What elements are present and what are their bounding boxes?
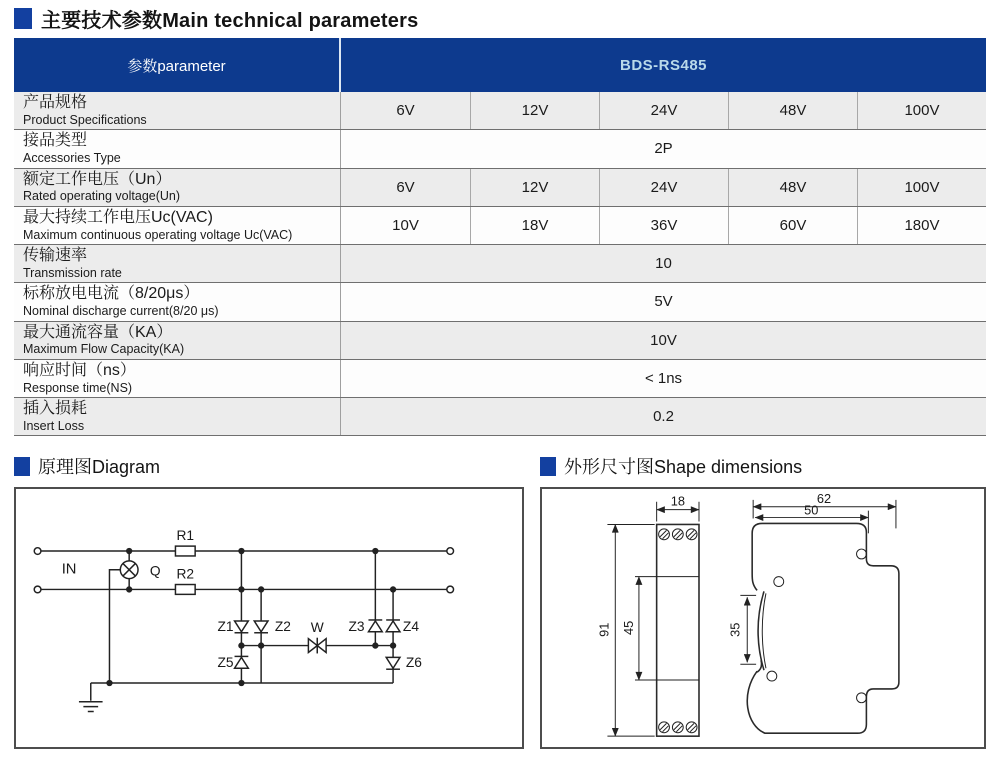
- param-label-zh: 传输速率: [23, 247, 88, 264]
- diode-z5: [235, 656, 249, 668]
- label-q: Q: [149, 563, 161, 579]
- diagram-bullet-square: [14, 457, 30, 476]
- value-cell: 36V: [599, 207, 728, 244]
- param-label-en: Rated operating voltage(Un): [23, 189, 181, 204]
- shape-dimensions-panel: [540, 487, 986, 749]
- param-label-zh: 响应时间（ns）: [23, 361, 136, 379]
- param-cell: [14, 130, 341, 167]
- param-header-cell: 参数parameter: [14, 38, 341, 92]
- param-label-zh: 插入损耗: [23, 400, 88, 417]
- param-cell: [14, 322, 341, 359]
- spec-table-header: [14, 38, 986, 92]
- terminals: [34, 548, 453, 593]
- table-row: [14, 169, 986, 207]
- front-view: [635, 524, 699, 736]
- param-label-zh: 标称放电电流（8/20μs）: [23, 285, 200, 303]
- label-z3: Z3: [348, 618, 365, 634]
- label-in: IN: [61, 561, 77, 578]
- table-row: [14, 92, 986, 130]
- param-cell: [14, 283, 341, 320]
- table-row: [14, 322, 986, 360]
- param-label-en: Nominal discharge current(8/20 μs): [23, 304, 219, 319]
- param-cell: [14, 92, 341, 129]
- front-dimensions: [596, 494, 699, 736]
- label-w: W: [310, 619, 324, 635]
- param-label-en: Maximum Flow Capacity(KA): [23, 342, 185, 357]
- circuit-diagram-panel: [14, 487, 524, 749]
- table-row: [14, 245, 986, 283]
- value-cell: 18V: [470, 207, 599, 244]
- value-cell: 100V: [857, 92, 986, 129]
- value-cell-merged: 10V: [650, 331, 677, 349]
- dim-front-width: 18: [670, 493, 685, 509]
- resistor-r1: [175, 546, 195, 556]
- value-cell: 60V: [728, 207, 857, 244]
- param-label-en: Maximum continuous operating voltage Uc(VAC): [23, 227, 293, 242]
- dim-front-inner: 45: [621, 620, 637, 635]
- page-title: [14, 4, 418, 33]
- value-cell: 6V: [396, 178, 415, 196]
- diode-z4: [386, 620, 400, 632]
- side-view: [747, 523, 899, 733]
- diode-z6: [386, 657, 400, 669]
- value-cell-merged: 5V: [654, 293, 673, 311]
- suppressor-w: [308, 638, 326, 654]
- value-cell-merged: 2P: [654, 140, 673, 158]
- param-label-en: Response time(NS): [23, 380, 133, 395]
- label-z1: Z1: [217, 618, 234, 634]
- param-label-en: Accessories Type: [23, 151, 121, 166]
- section-header-shape: [540, 453, 802, 479]
- diagram-section-title: 原理图Diagram: [38, 457, 161, 477]
- value-cell-merged: 10: [655, 255, 672, 273]
- param-cell: [14, 360, 341, 397]
- dim-side-upper: 50: [804, 502, 819, 518]
- dim-side-clip: 35: [727, 622, 743, 637]
- param-label-zh: 最大通流容量（KA）: [23, 323, 173, 341]
- param-label-en: Product Specifications: [23, 112, 147, 127]
- param-label-zh: 最大持续工作电压Uc(VAC): [23, 208, 213, 226]
- param-label-en: Transmission rate: [23, 265, 122, 280]
- value-cell: 10V: [392, 216, 419, 234]
- diode-z2: [254, 621, 268, 633]
- value-cell: 100V: [857, 169, 986, 206]
- value-cell-merged: < 1ns: [644, 369, 683, 387]
- label-z2: Z2: [274, 618, 291, 634]
- resistor-r2: [175, 585, 195, 595]
- page-title-text: 主要技术参数Main technical parameters: [41, 10, 419, 32]
- value-cell: 24V: [599, 169, 728, 206]
- value-cell: 48V: [728, 169, 857, 206]
- label-z5: Z5: [217, 655, 234, 671]
- label-r2: R2: [176, 566, 195, 582]
- shape-dimensions-svg: [542, 489, 984, 747]
- spec-table-body: [14, 92, 986, 436]
- value-cell: 12V: [470, 92, 599, 129]
- ground-symbol: [79, 683, 103, 712]
- param-label-en: Insert Loss: [23, 418, 85, 433]
- param-label-zh: 产品规格: [23, 94, 88, 111]
- circuit-diagram-svg: [16, 489, 522, 747]
- param-label-zh: 额定工作电压（Un）: [23, 170, 172, 188]
- section-header-diagram: [14, 453, 160, 479]
- table-row: [14, 283, 986, 321]
- table-row: [14, 398, 986, 436]
- param-cell: [14, 398, 341, 435]
- value-cell: 24V: [599, 92, 728, 129]
- value-cell: 48V: [728, 92, 857, 129]
- value-cell-merged: 0.2: [653, 408, 674, 426]
- label-r1: R1: [176, 528, 195, 544]
- shape-bullet-square: [540, 457, 556, 476]
- dim-side-width: 62: [816, 490, 832, 506]
- table-row: [14, 207, 986, 245]
- spec-table: [14, 38, 986, 436]
- value-cell: 12V: [470, 169, 599, 206]
- model-header-cell: BDS-RS485: [619, 56, 708, 74]
- table-row: [14, 130, 986, 168]
- diode-z1: [235, 621, 249, 633]
- shape-section-title: 外形尺寸图Shape dimensions: [564, 457, 803, 477]
- param-cell: [14, 245, 341, 282]
- value-cell: 6V: [396, 102, 415, 120]
- param-cell: [14, 169, 341, 206]
- value-cell: 180V: [857, 207, 986, 244]
- title-bullet-square: [14, 8, 32, 29]
- param-cell: [14, 207, 341, 244]
- gdt-q: [120, 561, 138, 579]
- diode-z3: [368, 620, 382, 632]
- label-z6: Z6: [405, 655, 422, 671]
- param-label-zh: 接品类型: [23, 132, 88, 150]
- dim-front-height: 91: [596, 622, 612, 637]
- table-row: [14, 360, 986, 398]
- label-z4: Z4: [402, 618, 420, 634]
